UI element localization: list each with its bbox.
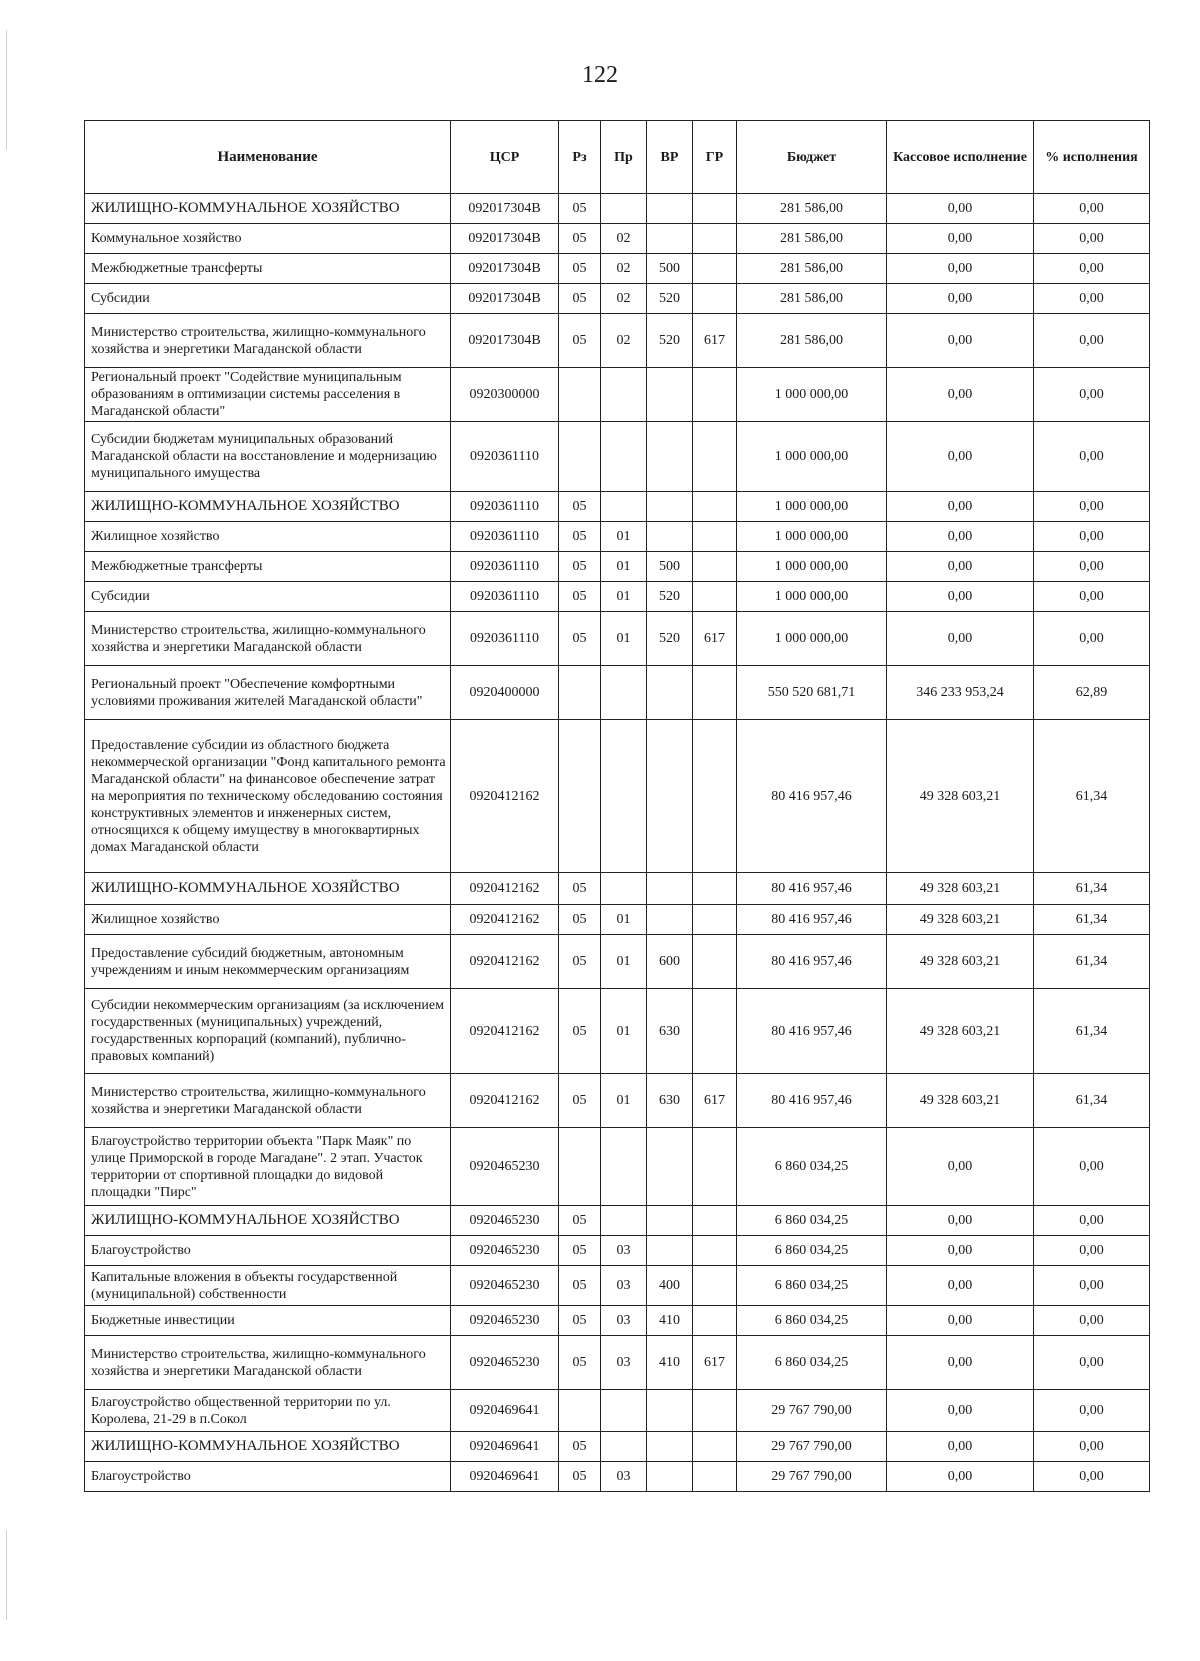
cell-name: Региональный проект "Содействие муниципальным образованиям в оптимизации системы расселения в Магаданской области" — [85, 368, 451, 422]
header-pr: Пр — [601, 121, 647, 194]
cell-gr: 617 — [693, 612, 737, 666]
cell-budget: 1 000 000,00 — [737, 492, 887, 522]
cell-pr: 01 — [601, 522, 647, 552]
header-gr: ГР — [693, 121, 737, 194]
cell-csr: 0920361110 — [451, 612, 559, 666]
cell-name: Благоустройство — [85, 1462, 451, 1492]
table-row — [85, 552, 1150, 582]
cell-rz — [559, 422, 601, 492]
header-percent-execution: % исполнения — [1034, 121, 1150, 194]
cell-pr: 01 — [601, 612, 647, 666]
cell-csr: 0920465230 — [451, 1306, 559, 1336]
cell-csr: 0920412162 — [451, 935, 559, 989]
cell-csr: 0920412162 — [451, 989, 559, 1074]
cell-vr — [647, 1236, 693, 1266]
cell-budget: 281 586,00 — [737, 194, 887, 224]
cell-csr: 092017304В — [451, 254, 559, 284]
cell-percent-execution: 0,00 — [1034, 1206, 1150, 1236]
cell-cash-execution: 0,00 — [887, 1128, 1034, 1206]
table-row — [85, 989, 1150, 1074]
cell-gr — [693, 1432, 737, 1462]
cell-name: Благоустройство территории объекта "Парк Маяк" по улице Приморской в городе Магадане". 2 этап. Участок территории от спортивной площадки до видовой площадки "Пирс" — [85, 1128, 451, 1206]
cell-percent-execution: 0,00 — [1034, 422, 1150, 492]
header-cash-execution: Кассовое исполнение — [887, 121, 1034, 194]
cell-budget: 1 000 000,00 — [737, 522, 887, 552]
cell-csr: 0920465230 — [451, 1206, 559, 1236]
table-row — [85, 1432, 1150, 1462]
cell-gr — [693, 224, 737, 254]
cell-vr: 630 — [647, 989, 693, 1074]
cell-pr: 03 — [601, 1236, 647, 1266]
cell-rz: 05 — [559, 873, 601, 905]
cell-pr — [601, 720, 647, 873]
table-row — [85, 1306, 1150, 1336]
cell-gr — [693, 284, 737, 314]
cell-percent-execution: 61,34 — [1034, 989, 1150, 1074]
cell-rz — [559, 720, 601, 873]
cell-rz: 05 — [559, 1336, 601, 1390]
cell-cash-execution: 0,00 — [887, 254, 1034, 284]
cell-budget: 80 416 957,46 — [737, 1074, 887, 1128]
cell-csr: 0920400000 — [451, 666, 559, 720]
cell-rz: 05 — [559, 935, 601, 989]
cell-gr — [693, 422, 737, 492]
cell-csr: 0920465230 — [451, 1266, 559, 1306]
cell-gr — [693, 582, 737, 612]
cell-rz: 05 — [559, 254, 601, 284]
cell-vr — [647, 720, 693, 873]
cell-gr — [693, 1128, 737, 1206]
cell-gr — [693, 720, 737, 873]
cell-gr — [693, 368, 737, 422]
table-row — [85, 935, 1150, 989]
header-vr: ВР — [647, 121, 693, 194]
cell-pr — [601, 873, 647, 905]
cell-vr — [647, 522, 693, 552]
cell-rz — [559, 666, 601, 720]
cell-cash-execution: 0,00 — [887, 368, 1034, 422]
cell-pr — [601, 1128, 647, 1206]
cell-gr — [693, 1390, 737, 1432]
cell-name: Субсидии некоммерческим организациям (за исключением государственных (муниципальных) учреждений, государственных корпораций (компаний), публично-правовых компаний) — [85, 989, 451, 1074]
cell-csr: 0920469641 — [451, 1432, 559, 1462]
cell-cash-execution: 0,00 — [887, 1462, 1034, 1492]
cell-pr: 03 — [601, 1306, 647, 1336]
cell-name: ЖИЛИЩНО-КОММУНАЛЬНОЕ ХОЗЯЙСТВО — [85, 1432, 451, 1462]
cell-gr — [693, 905, 737, 935]
cell-percent-execution: 0,00 — [1034, 314, 1150, 368]
cell-csr: 0920469641 — [451, 1462, 559, 1492]
cell-percent-execution: 61,34 — [1034, 1074, 1150, 1128]
cell-percent-execution: 0,00 — [1034, 254, 1150, 284]
cell-name: Межбюджетные трансферты — [85, 552, 451, 582]
cell-cash-execution: 346 233 953,24 — [887, 666, 1034, 720]
cell-cash-execution: 49 328 603,21 — [887, 989, 1034, 1074]
table-row — [85, 1390, 1150, 1432]
cell-percent-execution: 0,00 — [1034, 224, 1150, 254]
table-header-row — [85, 121, 1150, 194]
cell-rz: 05 — [559, 905, 601, 935]
cell-gr — [693, 873, 737, 905]
scan-edge-mark — [6, 30, 7, 150]
cell-name: Жилищное хозяйство — [85, 905, 451, 935]
cell-percent-execution: 0,00 — [1034, 582, 1150, 612]
cell-cash-execution: 49 328 603,21 — [887, 1074, 1034, 1128]
cell-percent-execution: 0,00 — [1034, 1306, 1150, 1336]
header-budget: Бюджет — [737, 121, 887, 194]
cell-vr — [647, 1462, 693, 1492]
table-row — [85, 612, 1150, 666]
table-row — [85, 492, 1150, 522]
cell-gr — [693, 194, 737, 224]
table-row — [85, 1462, 1150, 1492]
table-row — [85, 1236, 1150, 1266]
cell-cash-execution: 0,00 — [887, 1432, 1034, 1462]
cell-rz — [559, 368, 601, 422]
cell-budget: 1 000 000,00 — [737, 552, 887, 582]
cell-pr: 03 — [601, 1462, 647, 1492]
cell-budget: 6 860 034,25 — [737, 1128, 887, 1206]
table-row — [85, 284, 1150, 314]
cell-rz: 05 — [559, 1306, 601, 1336]
cell-percent-execution: 61,34 — [1034, 720, 1150, 873]
cell-name: Предоставление субсидий бюджетным, автономным учреждениям и иным некоммерческим организациям — [85, 935, 451, 989]
cell-csr: 0920469641 — [451, 1390, 559, 1432]
cell-name: Региональный проект "Обеспечение комфортными условиями проживания жителей Магаданской области" — [85, 666, 451, 720]
cell-vr — [647, 224, 693, 254]
cell-budget: 29 767 790,00 — [737, 1390, 887, 1432]
cell-vr: 500 — [647, 552, 693, 582]
cell-gr — [693, 1206, 737, 1236]
cell-budget: 6 860 034,25 — [737, 1206, 887, 1236]
cell-percent-execution: 0,00 — [1034, 1390, 1150, 1432]
cell-gr — [693, 666, 737, 720]
cell-csr: 0920412162 — [451, 873, 559, 905]
cell-vr: 520 — [647, 582, 693, 612]
cell-vr — [647, 1128, 693, 1206]
cell-csr: 0920412162 — [451, 1074, 559, 1128]
cell-vr: 630 — [647, 1074, 693, 1128]
cell-vr: 410 — [647, 1336, 693, 1390]
cell-cash-execution: 0,00 — [887, 1390, 1034, 1432]
cell-percent-execution: 0,00 — [1034, 492, 1150, 522]
cell-pr: 02 — [601, 224, 647, 254]
cell-cash-execution: 0,00 — [887, 552, 1034, 582]
cell-pr: 01 — [601, 905, 647, 935]
cell-cash-execution: 0,00 — [887, 522, 1034, 552]
cell-cash-execution: 0,00 — [887, 1266, 1034, 1306]
cell-percent-execution: 0,00 — [1034, 1462, 1150, 1492]
cell-name: Межбюджетные трансферты — [85, 254, 451, 284]
cell-percent-execution: 0,00 — [1034, 1236, 1150, 1266]
cell-name: Благоустройство — [85, 1236, 451, 1266]
cell-cash-execution: 0,00 — [887, 422, 1034, 492]
table-row — [85, 314, 1150, 368]
cell-rz — [559, 1390, 601, 1432]
cell-rz — [559, 1128, 601, 1206]
cell-cash-execution: 49 328 603,21 — [887, 873, 1034, 905]
cell-percent-execution: 61,34 — [1034, 873, 1150, 905]
cell-csr: 092017304В — [451, 224, 559, 254]
cell-csr: 0920465230 — [451, 1128, 559, 1206]
cell-cash-execution: 0,00 — [887, 314, 1034, 368]
cell-percent-execution: 0,00 — [1034, 194, 1150, 224]
cell-cash-execution: 0,00 — [887, 582, 1034, 612]
scan-edge-mark — [6, 1530, 7, 1620]
cell-cash-execution: 0,00 — [887, 1336, 1034, 1390]
cell-percent-execution: 0,00 — [1034, 368, 1150, 422]
cell-percent-execution: 0,00 — [1034, 1266, 1150, 1306]
cell-name: ЖИЛИЩНО-КОММУНАЛЬНОЕ ХОЗЯЙСТВО — [85, 492, 451, 522]
cell-vr — [647, 194, 693, 224]
cell-pr — [601, 1206, 647, 1236]
cell-gr — [693, 1266, 737, 1306]
cell-percent-execution: 0,00 — [1034, 1128, 1150, 1206]
cell-csr: 092017304В — [451, 314, 559, 368]
cell-cash-execution: 0,00 — [887, 194, 1034, 224]
cell-cash-execution: 0,00 — [887, 284, 1034, 314]
table-row — [85, 522, 1150, 552]
table-row — [85, 873, 1150, 905]
cell-vr — [647, 873, 693, 905]
cell-rz: 05 — [559, 1206, 601, 1236]
cell-csr: 0920361110 — [451, 582, 559, 612]
cell-vr: 500 — [647, 254, 693, 284]
cell-vr — [647, 666, 693, 720]
cell-budget: 6 860 034,25 — [737, 1236, 887, 1266]
cell-pr: 03 — [601, 1266, 647, 1306]
cell-rz: 05 — [559, 1266, 601, 1306]
cell-gr — [693, 989, 737, 1074]
cell-percent-execution: 62,89 — [1034, 666, 1150, 720]
cell-rz: 05 — [559, 314, 601, 368]
cell-rz: 05 — [559, 194, 601, 224]
cell-name: Субсидии — [85, 284, 451, 314]
cell-vr: 410 — [647, 1306, 693, 1336]
cell-gr — [693, 552, 737, 582]
cell-pr — [601, 422, 647, 492]
cell-budget: 29 767 790,00 — [737, 1432, 887, 1462]
cell-rz: 05 — [559, 492, 601, 522]
cell-percent-execution: 0,00 — [1034, 284, 1150, 314]
cell-name: Министерство строительства, жилищно-коммунального хозяйства и энергетики Магаданской области — [85, 314, 451, 368]
cell-budget: 80 416 957,46 — [737, 905, 887, 935]
cell-pr: 01 — [601, 989, 647, 1074]
cell-gr — [693, 1236, 737, 1266]
cell-csr: 0920465230 — [451, 1236, 559, 1266]
cell-budget: 281 586,00 — [737, 254, 887, 284]
cell-pr: 01 — [601, 582, 647, 612]
table-row — [85, 194, 1150, 224]
cell-rz: 05 — [559, 582, 601, 612]
cell-percent-execution: 0,00 — [1034, 552, 1150, 582]
cell-pr — [601, 1390, 647, 1432]
cell-budget: 6 860 034,25 — [737, 1336, 887, 1390]
cell-vr — [647, 492, 693, 522]
cell-budget: 1 000 000,00 — [737, 368, 887, 422]
cell-csr: 0920412162 — [451, 720, 559, 873]
cell-percent-execution: 61,34 — [1034, 935, 1150, 989]
cell-rz: 05 — [559, 522, 601, 552]
cell-vr — [647, 368, 693, 422]
cell-rz: 05 — [559, 1074, 601, 1128]
cell-budget: 80 416 957,46 — [737, 873, 887, 905]
cell-csr: 092017304В — [451, 194, 559, 224]
cell-vr — [647, 1206, 693, 1236]
cell-budget: 550 520 681,71 — [737, 666, 887, 720]
cell-csr: 0920361110 — [451, 492, 559, 522]
table-row — [85, 1266, 1150, 1306]
cell-gr — [693, 1306, 737, 1336]
table-row — [85, 224, 1150, 254]
table-row — [85, 905, 1150, 935]
cell-name: ЖИЛИЩНО-КОММУНАЛЬНОЕ ХОЗЯЙСТВО — [85, 194, 451, 224]
cell-percent-execution: 0,00 — [1034, 1336, 1150, 1390]
cell-percent-execution: 0,00 — [1034, 612, 1150, 666]
cell-budget: 80 416 957,46 — [737, 935, 887, 989]
page-number: 122 — [582, 62, 618, 88]
cell-name: Бюджетные инвестиции — [85, 1306, 451, 1336]
cell-rz: 05 — [559, 989, 601, 1074]
table-row — [85, 1074, 1150, 1128]
cell-pr: 01 — [601, 935, 647, 989]
cell-cash-execution: 0,00 — [887, 1306, 1034, 1336]
cell-rz: 05 — [559, 552, 601, 582]
cell-budget: 6 860 034,25 — [737, 1306, 887, 1336]
cell-pr: 02 — [601, 284, 647, 314]
table-row — [85, 422, 1150, 492]
cell-name: Субсидии — [85, 582, 451, 612]
cell-name: Предоставление субсидии из областного бюджета некоммерческой организации "Фонд капитального ремонта Магаданской области" на финансовое обеспечение затрат на мероприятия по техническому обследованию состояния конструктивных элементов и инженерных систем, относящихся к общему имуществу в многоквартирных домах Магаданской области — [85, 720, 451, 873]
cell-gr: 617 — [693, 314, 737, 368]
cell-gr — [693, 254, 737, 284]
cell-csr: 0920361110 — [451, 422, 559, 492]
cell-name: Министерство строительства, жилищно-коммунального хозяйства и энергетики Магаданской области — [85, 612, 451, 666]
table-row — [85, 720, 1150, 873]
cell-pr — [601, 194, 647, 224]
cell-pr: 02 — [601, 314, 647, 368]
cell-pr: 01 — [601, 552, 647, 582]
cell-budget: 80 416 957,46 — [737, 989, 887, 1074]
cell-vr: 520 — [647, 314, 693, 368]
cell-vr: 520 — [647, 612, 693, 666]
cell-csr: 092017304В — [451, 284, 559, 314]
cell-vr — [647, 1432, 693, 1462]
cell-name: Благоустройство общественной территории по ул. Королева, 21-29 в п.Сокол — [85, 1390, 451, 1432]
budget-execution-table — [84, 120, 1150, 1492]
cell-csr: 0920361110 — [451, 552, 559, 582]
cell-rz: 05 — [559, 1462, 601, 1492]
header-csr: ЦСР — [451, 121, 559, 194]
cell-vr: 600 — [647, 935, 693, 989]
cell-name: Субсидии бюджетам муниципальных образований Магаданской области на восстановление и модернизацию муниципального имущества — [85, 422, 451, 492]
cell-budget: 281 586,00 — [737, 284, 887, 314]
cell-csr: 0920300000 — [451, 368, 559, 422]
table-body — [85, 194, 1150, 1492]
header-rz: Рз — [559, 121, 601, 194]
cell-cash-execution: 49 328 603,21 — [887, 720, 1034, 873]
cell-budget: 281 586,00 — [737, 224, 887, 254]
table-row — [85, 666, 1150, 720]
cell-budget: 281 586,00 — [737, 314, 887, 368]
cell-name: Министерство строительства, жилищно-коммунального хозяйства и энергетики Магаданской области — [85, 1336, 451, 1390]
cell-pr — [601, 492, 647, 522]
cell-rz: 05 — [559, 1236, 601, 1266]
cell-budget: 1 000 000,00 — [737, 422, 887, 492]
cell-rz: 05 — [559, 224, 601, 254]
cell-budget: 29 767 790,00 — [737, 1462, 887, 1492]
table-row — [85, 582, 1150, 612]
cell-cash-execution: 0,00 — [887, 492, 1034, 522]
cell-rz: 05 — [559, 284, 601, 314]
cell-csr: 0920465230 — [451, 1336, 559, 1390]
cell-gr — [693, 1462, 737, 1492]
cell-pr: 03 — [601, 1336, 647, 1390]
cell-pr — [601, 1432, 647, 1462]
cell-rz: 05 — [559, 612, 601, 666]
cell-gr — [693, 522, 737, 552]
cell-pr — [601, 666, 647, 720]
cell-cash-execution: 0,00 — [887, 612, 1034, 666]
cell-name: Капитальные вложения в объекты государственной (муниципальной) собственности — [85, 1266, 451, 1306]
cell-gr — [693, 492, 737, 522]
cell-vr — [647, 422, 693, 492]
cell-vr — [647, 1390, 693, 1432]
cell-vr: 520 — [647, 284, 693, 314]
cell-cash-execution: 49 328 603,21 — [887, 905, 1034, 935]
cell-name: ЖИЛИЩНО-КОММУНАЛЬНОЕ ХОЗЯЙСТВО — [85, 873, 451, 905]
header-name: Наименование — [85, 121, 451, 194]
cell-name: Министерство строительства, жилищно-коммунального хозяйства и энергетики Магаданской области — [85, 1074, 451, 1128]
cell-pr: 02 — [601, 254, 647, 284]
cell-pr: 01 — [601, 1074, 647, 1128]
cell-gr: 617 — [693, 1336, 737, 1390]
cell-name: ЖИЛИЩНО-КОММУНАЛЬНОЕ ХОЗЯЙСТВО — [85, 1206, 451, 1236]
cell-cash-execution: 49 328 603,21 — [887, 935, 1034, 989]
cell-name: Коммунальное хозяйство — [85, 224, 451, 254]
cell-csr: 0920361110 — [451, 522, 559, 552]
cell-vr: 400 — [647, 1266, 693, 1306]
cell-percent-execution: 0,00 — [1034, 522, 1150, 552]
cell-percent-execution: 61,34 — [1034, 905, 1150, 935]
cell-vr — [647, 905, 693, 935]
cell-gr — [693, 935, 737, 989]
table-row — [85, 254, 1150, 284]
cell-cash-execution: 0,00 — [887, 224, 1034, 254]
table-row — [85, 1336, 1150, 1390]
cell-budget: 80 416 957,46 — [737, 720, 887, 873]
cell-cash-execution: 0,00 — [887, 1206, 1034, 1236]
cell-budget: 1 000 000,00 — [737, 582, 887, 612]
table-row — [85, 1128, 1150, 1206]
cell-cash-execution: 0,00 — [887, 1236, 1034, 1266]
cell-budget: 1 000 000,00 — [737, 612, 887, 666]
cell-gr: 617 — [693, 1074, 737, 1128]
cell-pr — [601, 368, 647, 422]
cell-rz: 05 — [559, 1432, 601, 1462]
cell-budget: 6 860 034,25 — [737, 1266, 887, 1306]
cell-percent-execution: 0,00 — [1034, 1432, 1150, 1462]
cell-name: Жилищное хозяйство — [85, 522, 451, 552]
table-row — [85, 1206, 1150, 1236]
table-row — [85, 368, 1150, 422]
cell-csr: 0920412162 — [451, 905, 559, 935]
